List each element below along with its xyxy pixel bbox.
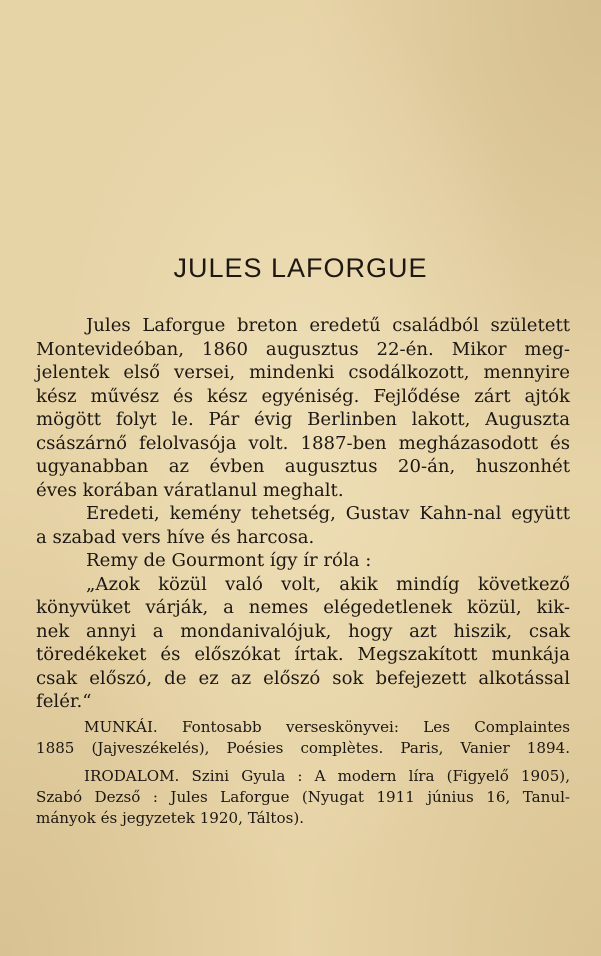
text-line: kész művész és kész egyéniség. Fejlődése zárt ajtók [36, 385, 570, 407]
quote-paragraph [36, 549, 570, 714]
text-line: Montevideóban, 1860 augusztus 22-én. Mikor meg- [36, 338, 570, 360]
text-line: a szabad vers híve és harcosa. [36, 526, 315, 548]
text-line: csak előszó, de ez az előszó sok befejezett alkotással [36, 667, 570, 689]
text-line: jelentek első versei, mindenki csodálkozott, mennyire [36, 362, 570, 383]
text-line: 1885 (Jajveszékelés), Poésies complètes. Paris, Vanier 1894. [36, 739, 570, 757]
text-line: Eredeti, kemény tehetség, Gustav Kahn-nal együtt [86, 503, 570, 524]
text-line: mögött folyt le. Pár évig Berlinben lakott, Auguszta [36, 409, 570, 430]
works-section [36, 717, 570, 759]
text-line: Szabó Dezső : Jules Laforgue (Nyugat 1911 június 16, Tanul- [36, 788, 570, 806]
literature-section [36, 766, 570, 829]
character-paragraph [36, 502, 570, 549]
biography-paragraph [36, 314, 570, 502]
text-line: nek annyi a mondanivalójuk, hogy azt hiszik, csak [36, 620, 570, 642]
text-line: IRODALOM. Szini Gyula : A modern líra (Figyelő 1905), [84, 767, 570, 785]
text-line: Jules Laforgue breton eredetű családból született [86, 315, 570, 336]
text-line: ugyanabban az évben augusztus 20-án, huszonhét [36, 456, 570, 477]
page-title: JULES LAFORGUE [173, 253, 428, 283]
text-line: könyvüket várják, a nemes elégedetlenek közül, kik- [36, 597, 570, 618]
text-line: császárnő felolvasója volt. 1887-ben megházasodott és [36, 432, 570, 454]
text-line: Remy de Gourmont így ír róla : [86, 550, 372, 571]
text-line: MUNKÁI. Fontosabb verseskönyvei: Les Complaintes [84, 718, 570, 736]
text-line: „Azok közül való volt, akik mindíg következő [86, 573, 570, 595]
text-line: felér.“ [36, 691, 92, 712]
text-line: mányok és jegyzetek 1920, Táltos). [36, 809, 305, 827]
text-line: töredékeket és előszókat írtak. Megszakított munkája [36, 644, 570, 665]
text-line: éves korában váratlanul meghalt. [36, 479, 344, 501]
